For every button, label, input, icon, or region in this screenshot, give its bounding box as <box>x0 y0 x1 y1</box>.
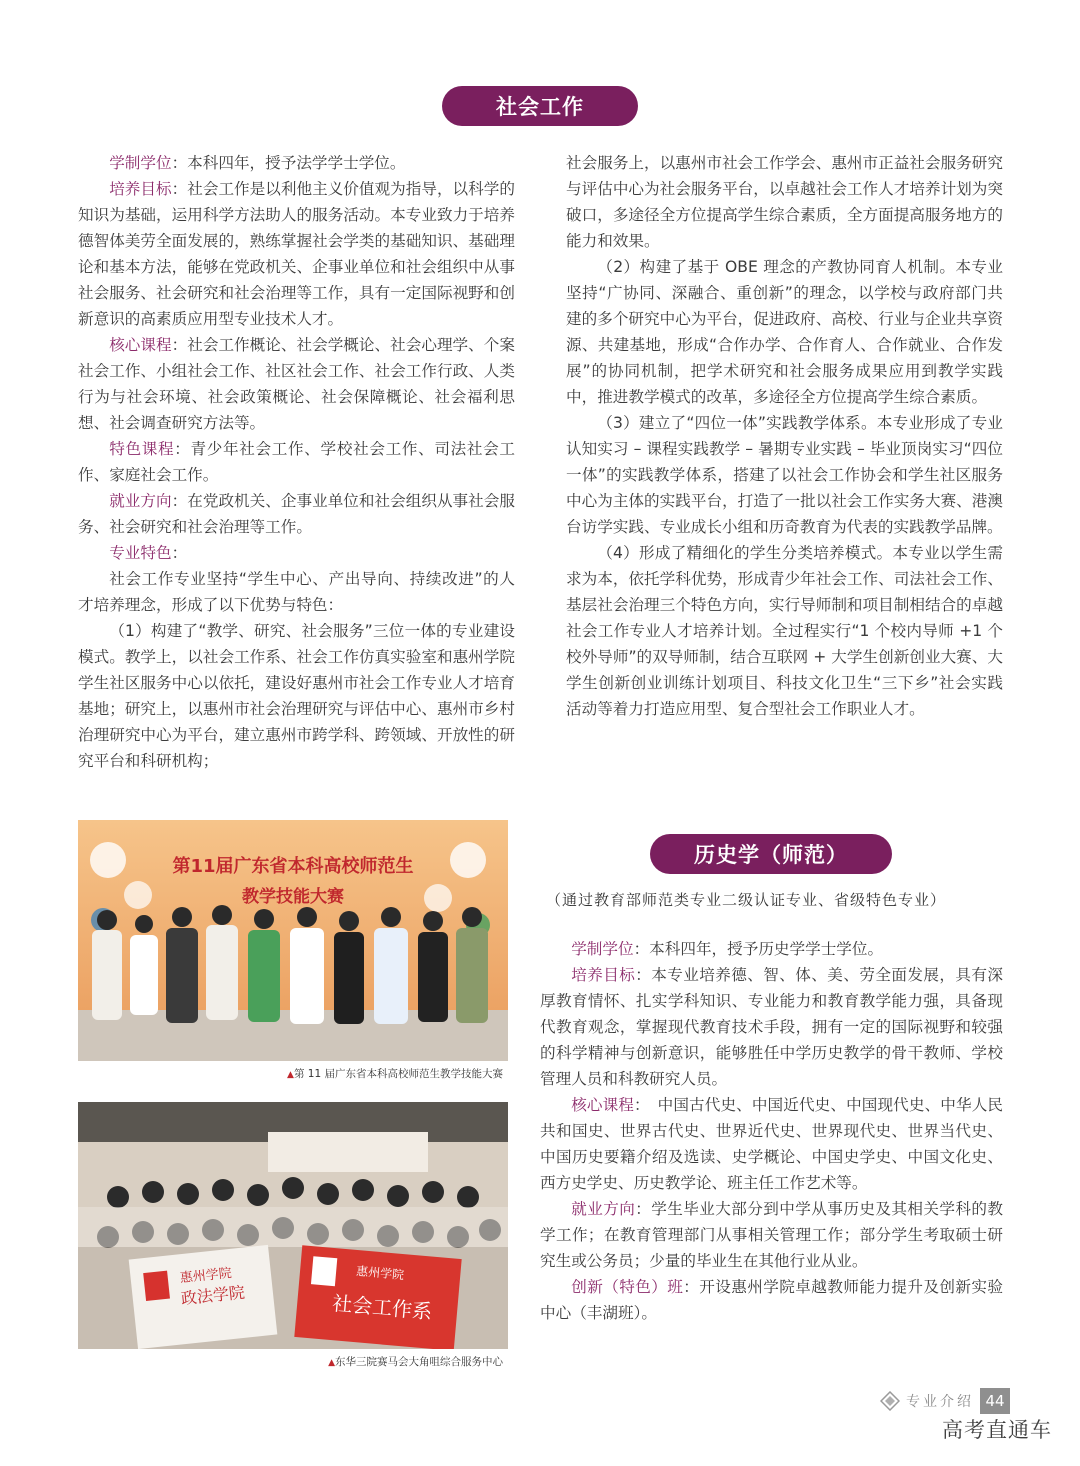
paragraph-text: ：青少年社会工作、学校社会工作、司法社会工作、家庭社会工作。 <box>78 440 515 484</box>
social-work-paragraph <box>78 332 515 436</box>
paragraph-text: （2）构建了基于 OBE 理念的产教协同育人机制。本专业坚持“广协同、深融合、重创新”的理念，以学校与政府部门共建的多个研究中心为平台，促进政府、高校、行业与企业共享资源、共建基地，形成“合作办学、合作育人、合作就业、合作发展”的协同机制，把学术研究和社会服务成果应用到教学实践中，推进教学模式的改革，多途径全方位提高学生综合素质。 <box>566 258 1003 406</box>
paragraph-label: 创新（特色）班 <box>571 1278 684 1296</box>
paragraph-label: 学制学位 <box>109 154 172 172</box>
subnote-text: （通过教育部师范类专业二级认证专业、省级特色专业） <box>546 891 947 909</box>
paragraph-text: ：在党政机关、企事业单位和社会组织从事社会服务、社会研究和社会治理等工作。 <box>78 492 515 536</box>
paragraph-text: 社会工作专业坚持“学生中心、产出导向、持续改进”的人才培养理念，形成了以下优势与特色： <box>78 570 515 614</box>
social-work-paragraph <box>566 410 1003 540</box>
diamond-logo-icon <box>880 1391 900 1411</box>
triangle-icon: ▲ <box>287 1070 294 1080</box>
competition-photo-caption <box>78 1066 503 1081</box>
paragraph-text: ：开设惠州学院卓越教师能力提升及创新实验中心（丰湖班）。 <box>540 1278 1003 1322</box>
section-title-text: 社会工作 <box>496 95 584 119</box>
history-column <box>540 936 1003 1326</box>
social-work-paragraph <box>78 618 515 774</box>
paragraph-label: 学制学位 <box>571 940 634 958</box>
competition-photo-image <box>78 820 508 1061</box>
social-work-paragraph <box>566 150 1003 254</box>
history-paragraph <box>540 1274 1003 1326</box>
paragraph-label: 特色课程 <box>109 440 175 458</box>
flag2-line1: 惠州学院 <box>355 1264 405 1283</box>
group-photo-caption <box>78 1354 503 1369</box>
caption-text-2: 东华三院赛马会大角咀综合服务中心 <box>335 1356 503 1368</box>
social-work-paragraph <box>78 540 515 566</box>
history-paragraph <box>540 1196 1003 1274</box>
group-photo-image <box>78 1102 508 1349</box>
section-title-history <box>650 834 892 874</box>
paragraph-text: （3）建立了“四位一体”实践教学体系。本专业形成了专业认知实习 – 课程实践教学 – 暑期专业实践 – 毕业顶岗实习“四位一体”的实践教学体系，搭建了以社会工作协会和学生社区服务中心为主体的实践平台，打造了一批以社会工作实务大赛、港澳台访学实践、专业成长小组和历奇教育为代表的实践教学品牌。 <box>566 414 1003 536</box>
social-work-left-column <box>78 150 515 774</box>
paragraph-label: 培养目标 <box>571 966 636 984</box>
paragraph-label: 核心课程 <box>109 336 172 354</box>
page-footer <box>880 1388 1010 1414</box>
paragraph-text: （4）形成了精细化的学生分类培养模式。本专业以学生需求为本，依托学科优势，形成青少年社会工作、司法社会工作、基层社会治理三个特色方向，实行导师制和项目制相结合的卓越社会工作专业人才培养计划。全过程实行“1 个校内导师 +1 个校外导师”的双导师制，结合互联网 + 大学生创新创业大赛、大学生创新创业训练计划项目、科技文化卫生“三下乡”社会实践活动等着力打造应用型、复合型社会工作职业人才。 <box>566 544 1003 718</box>
caption-text-1: 第 11 届广东省本科高校师范生教学技能大赛 <box>293 1068 503 1080</box>
paragraph-text: （1）构建了“教学、研究、社会服务”三位一体的专业建设模式。教学上，以社会工作系、社会工作仿真实验室和惠州学院学生社区服务中心以依托，建设好惠州市社会工作专业人才培育基地；研究上，以惠州市社会治理研究与评估中心、惠州市乡村治理研究中心为平台，建立惠州市跨学科、跨领域、开放性的研究平台和科研机构； <box>78 622 515 770</box>
paragraph-text: ：社会工作概论、社会学概论、社会心理学、个案社会工作、小组社会工作、社区社会工作、社会工作行政、人类行为与社会环境、社会政策概论、社会保障概论、社会福利思想、社会调查研究方法等。 <box>78 336 515 432</box>
paragraph-label: 专业特色 <box>109 544 172 562</box>
social-work-paragraph <box>78 436 515 488</box>
history-paragraph <box>540 1092 1003 1196</box>
paragraph-text: ： <box>171 544 188 562</box>
history-accreditation-note <box>546 889 946 910</box>
history-paragraph <box>540 936 1003 962</box>
paragraph-label: 就业方向 <box>571 1200 636 1218</box>
paragraph-text: ：社会工作是以利他主义价值观为指导，以科学的知识为基础，运用科学方法助人的服务活动。本专业致力于培养德智体美劳全面发展的，熟练掌握社会学类的基础知识、基础理论和基本方法，能够在党政机关、企事业单位和社会组织中从事社会服务、社会研究和社会治理等工作，具有一定国际视野和创新意识的高素质应用型专业技术人才。 <box>78 180 515 328</box>
social-work-paragraph <box>78 566 515 618</box>
flag-politics-law <box>129 1245 278 1349</box>
social-work-paragraph <box>566 540 1003 722</box>
social-work-right-column <box>566 150 1003 722</box>
flag1-line2: 政法学院 <box>180 1282 246 1309</box>
social-work-paragraph <box>78 150 515 176</box>
flag2-line2: 社会工作系 <box>331 1291 434 1324</box>
page-number: 44 <box>980 1388 1010 1414</box>
paragraph-text: ：本专业培养德、智、体、美、劳全面发展，具有深厚教育情怀、扎实学科知识、专业能力和教育教学能力强，具备现代教育观念，掌握现代教育技术手段，拥有一定的国际视野和较强的科学精神与创新意识，能够胜任中学历史教学的骨干教师、学校管理人员和科教研究人员。 <box>540 966 1003 1088</box>
paragraph-text: ：本科四年，授予法学学士学位。 <box>171 154 406 172</box>
paragraph-label: 培养目标 <box>109 180 172 198</box>
paragraph-label: 就业方向 <box>109 492 172 510</box>
footer-section-label: 专业介绍 <box>906 1394 974 1410</box>
section-title-text-2: 历史学（师范） <box>694 843 848 867</box>
paragraph-text: ：学生毕业大部分到中学从事历史及其相关学科的教学工作；在教育管理部门从事相关管理工作；部分学生考取硕士研究生或公务员；少量的毕业生在其他行业从业。 <box>540 1200 1003 1270</box>
paragraph-label: 核心课程 <box>571 1096 635 1114</box>
paragraph-text: ： 中国古代史、中国近代史、中国现代史、中华人民共和国史、世界古代史、世界近代史、世界现代史、世界当代史、中国历史要籍介绍及选读、史学概论、中国史学史、中国文化史、西方史学史、历史教学论、班主任工作艺术等。 <box>540 1096 1003 1192</box>
watermark-text: 高考直通车 <box>942 1418 1052 1442</box>
triangle-icon-2: ▲ <box>328 1358 335 1368</box>
social-work-paragraph <box>566 254 1003 410</box>
paragraph-text: 社会服务上，以惠州市社会工作学会、惠州市正益社会服务研究与评估中心为社会服务平台，以卓越社会工作人才培养计划为突破口，多途径全方位提高学生综合素质，全方面提高服务地方的能力和效果。 <box>566 154 1003 250</box>
flag-social-work-dept <box>294 1245 461 1349</box>
group-photo <box>78 1102 508 1349</box>
social-work-paragraph <box>78 488 515 540</box>
banner-line1: 第11届广东省本科高校师范生 <box>172 856 414 877</box>
history-paragraph <box>540 962 1003 1092</box>
social-work-paragraph <box>78 176 515 332</box>
paragraph-text: ：本科四年，授予历史学学士学位。 <box>633 940 884 958</box>
section-title-social-work <box>442 86 638 126</box>
flag1-line1: 惠州学院 <box>179 1265 233 1287</box>
competition-photo <box>78 820 508 1061</box>
banner-line2: 教学技能大赛 <box>242 887 344 907</box>
